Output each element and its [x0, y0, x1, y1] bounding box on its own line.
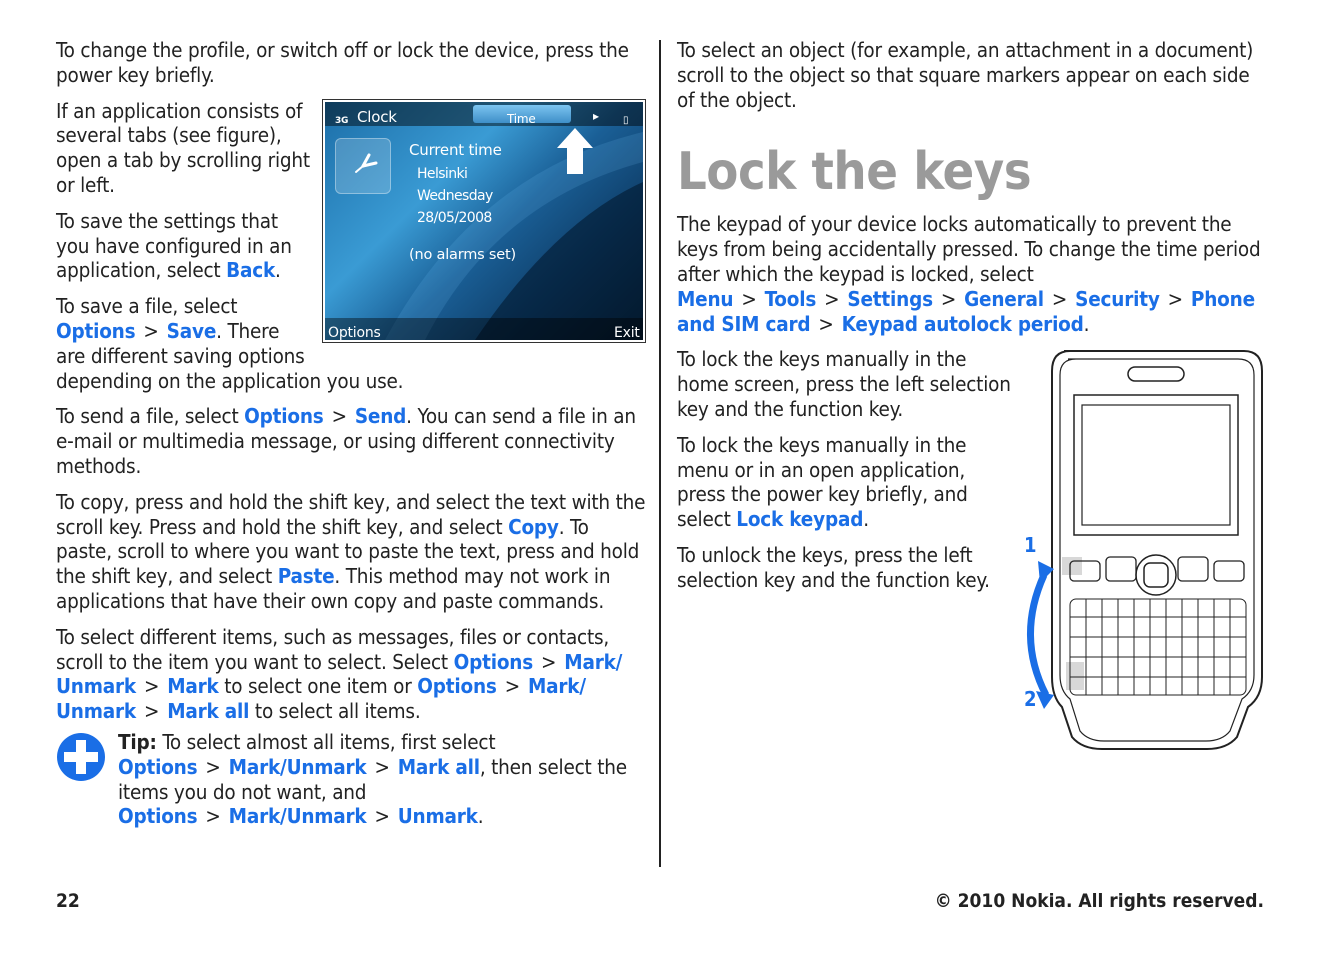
separator: > — [331, 404, 347, 429]
text: . — [275, 258, 281, 283]
phone-drawing — [1022, 347, 1267, 752]
keypad-autolock-period-link[interactable]: Keypad autolock period — [841, 311, 1084, 336]
left-column — [56, 38, 646, 829]
paragraph-select-items — [56, 625, 646, 724]
text: . — [863, 507, 869, 532]
separator: > — [1051, 286, 1068, 311]
send-link[interactable]: Send — [354, 404, 407, 429]
menu-link[interactable]: Menu — [677, 286, 734, 311]
page-number: 22 — [56, 890, 80, 912]
mark-unmark-link[interactable]: Mark/Unmark — [228, 754, 367, 779]
mark-all-link[interactable]: Mark all — [397, 754, 480, 779]
text: To lock the keys manually in the menu or in an open application, press the power key briefly, and select — [677, 432, 968, 532]
section-heading: Lock the keys — [677, 142, 1032, 203]
paragraph-autolock — [677, 212, 1267, 336]
paragraph-select-object: To select an object (for example, an attachment in a document) scroll to the object so that square markers appear on each side of the object. — [677, 38, 1254, 112]
text: To send a file, select — [56, 404, 245, 429]
separator: > — [143, 318, 159, 343]
phone-illustration — [1022, 347, 1267, 752]
tab-time-label: Time — [507, 111, 536, 126]
separator: > — [205, 804, 221, 829]
options-link[interactable]: Options — [453, 649, 534, 674]
text: The keypad of your device locks automatically to prevent the keys from being accidentally pressed. To change the time period after which the keypad is locked, select — [677, 212, 1261, 286]
mark-link[interactable]: Mark — [167, 674, 219, 699]
date-label: 28/05/2008 — [417, 209, 492, 226]
general-link[interactable]: General — [964, 286, 1044, 311]
back-link[interactable]: Back — [226, 258, 276, 283]
text: To save the settings that you have configured in an application, select — [56, 208, 292, 283]
mark-all-link[interactable]: Mark all — [167, 699, 250, 724]
text: To select different items, such as messages, files or contacts, scroll to the item you want to select. Select — [56, 624, 610, 674]
paragraph-unlock: To unlock the keys, press the left selection key and the function key. — [677, 542, 990, 592]
options-softkey[interactable]: Options — [328, 324, 381, 340]
paragraph-tabs: If an application consists of several tabs (see figure), open a tab by scrolling right or left. — [56, 98, 310, 197]
paragraph-copy-paste — [56, 490, 646, 614]
day-label: Wednesday — [417, 187, 493, 204]
separator: > — [504, 674, 520, 699]
options-link[interactable]: Options — [118, 804, 198, 829]
text: . — [477, 804, 484, 829]
column-divider — [659, 40, 661, 867]
tools-link[interactable]: Tools — [764, 286, 817, 311]
city-label: Helsinki — [417, 165, 468, 182]
separator: > — [1167, 286, 1183, 311]
paragraph-power-key: To change the profile, or switch off or lock the device, press the power key briefly. — [56, 38, 629, 87]
separator: > — [818, 311, 834, 336]
text: . There are different saving options depending on the application you use. — [56, 318, 404, 393]
battery-icon: ▯ — [623, 114, 629, 126]
paragraph-send-file — [56, 404, 646, 478]
mark-unmark-link[interactable]: Mark/Unmark — [228, 804, 367, 829]
text: . — [1083, 311, 1090, 336]
save-link[interactable]: Save — [166, 318, 217, 343]
separator: > — [374, 754, 390, 779]
text: To copy, press and hold the shift key, and select the text with the scroll key. Press and hold the shift key, and select — [56, 489, 646, 539]
tip-plus-icon — [56, 732, 106, 782]
mark-unmark-link[interactable]: Mark/ Unmark — [56, 674, 586, 724]
text: , then select the items you do not want, and — [118, 754, 627, 804]
text: . This method may not work in applications that have their own copy and paste commands. — [56, 564, 611, 613]
options-link[interactable]: Options — [118, 754, 198, 779]
text: To save a file, select — [56, 294, 238, 319]
text: . To paste, scroll to where you want to paste the text, press and hold the shift key, and select — [56, 514, 640, 589]
options-link[interactable]: Options — [417, 674, 497, 699]
separator: > — [374, 804, 390, 829]
copyright-notice: © 2010 Nokia. All rights reserved. — [934, 890, 1264, 912]
separator: > — [940, 286, 957, 311]
separator: > — [143, 699, 160, 724]
mark-unmark-link[interactable]: Mark/ Unmark — [56, 649, 623, 699]
clock-screenshot-figure — [322, 99, 646, 343]
copy-link[interactable]: Copy — [508, 514, 559, 539]
app-title: Clock — [357, 107, 397, 126]
alarms-label: (no alarms set) — [409, 246, 516, 263]
separator: > — [143, 674, 160, 699]
settings-link[interactable]: Settings — [847, 286, 933, 311]
paragraph-lock-home: To lock the keys manually in the home screen, press the left selection key and the function key. — [677, 347, 1011, 421]
exit-softkey[interactable]: Exit — [614, 324, 640, 340]
separator: > — [205, 754, 221, 779]
callout-1: 1 — [1024, 533, 1037, 558]
lock-keypad-link[interactable]: Lock keypad — [736, 507, 864, 532]
paste-link[interactable]: Paste — [277, 564, 335, 589]
clock-screen — [325, 102, 643, 340]
tip-label: Tip: — [118, 729, 157, 754]
callout-2: 2 — [1024, 687, 1037, 712]
text: To select almost all items, first select — [156, 729, 496, 754]
phone-and-sim-card-link[interactable]: Phone and SIM card — [677, 286, 1255, 336]
clock-icon — [335, 138, 391, 194]
security-link[interactable]: Security — [1075, 286, 1160, 311]
text: . You can send a file in an e-mail or multimedia message, or using different connectivity methods. — [56, 404, 636, 478]
right-column — [677, 38, 1267, 752]
tip-box — [56, 730, 646, 829]
unmark-link[interactable]: Unmark — [397, 804, 478, 829]
options-link[interactable]: Options — [56, 318, 136, 343]
network-indicator: 3G — [335, 115, 349, 126]
up-arrow-icon — [557, 128, 593, 174]
separator: > — [541, 649, 557, 674]
separator: > — [741, 286, 757, 311]
options-link[interactable]: Options — [244, 404, 324, 429]
separator: > — [824, 286, 840, 311]
text: to select one item or — [218, 674, 418, 699]
current-time-label: Current time — [409, 140, 502, 159]
text: to select all items. — [249, 699, 421, 724]
tab-scroll-arrow-icon: ▸ — [593, 108, 599, 123]
